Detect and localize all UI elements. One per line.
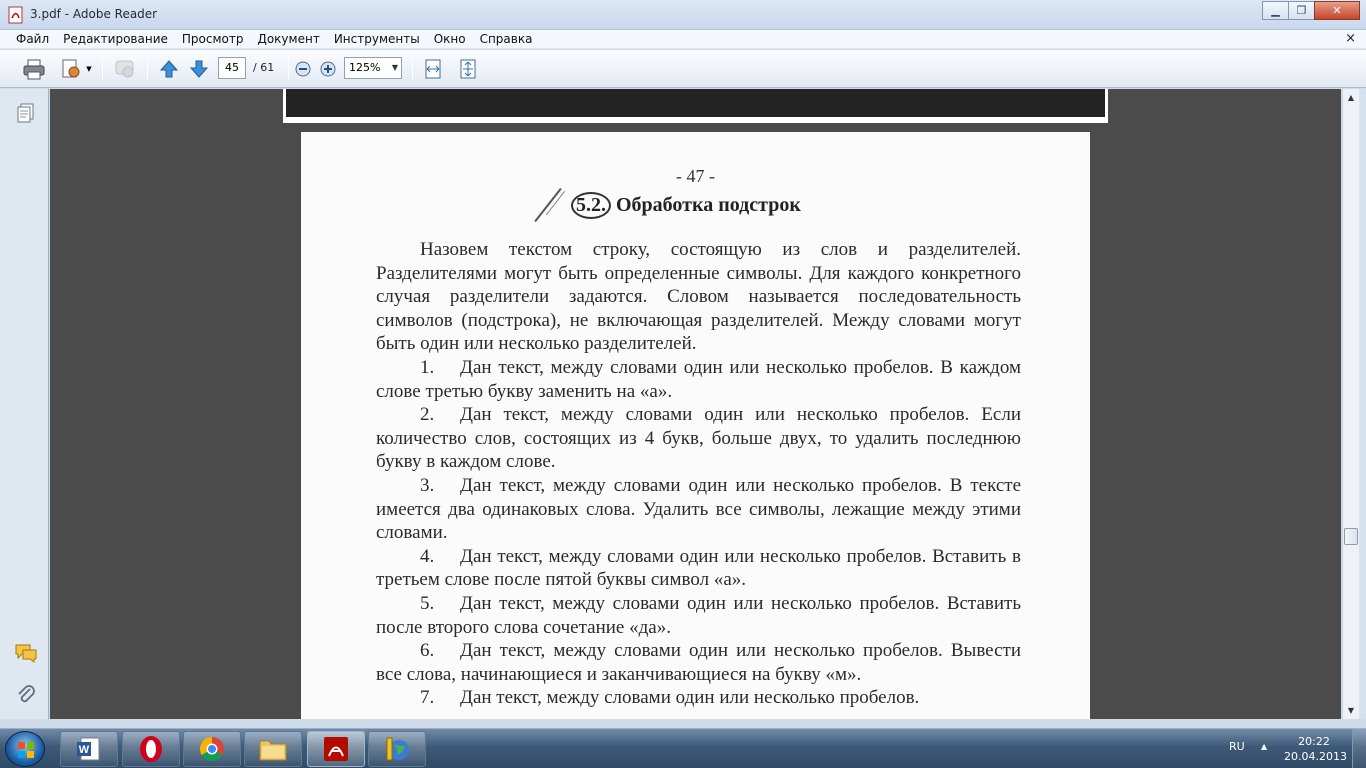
page-number-text: - 47 - — [676, 166, 715, 186]
comment-icon — [113, 58, 137, 80]
share-button[interactable] — [58, 57, 94, 81]
fit-page-button[interactable] — [456, 57, 480, 81]
item-text: Дан текст, между словами один или несколько пробелов. Вывести все слова, начинающиеся и заканчивающиеся на букву «м». — [376, 640, 1021, 685]
list-item — [376, 403, 1021, 474]
zoom-in-icon — [320, 61, 336, 77]
scroll-up-button[interactable] — [1343, 89, 1359, 106]
chrome-icon — [198, 735, 226, 763]
adobe-reader-icon — [322, 735, 350, 763]
previous-page-button[interactable] — [157, 57, 181, 81]
attachment-icon[interactable] — [14, 683, 38, 707]
window-title-bar[interactable] — [0, 0, 1366, 30]
word-icon — [75, 736, 103, 762]
explorer-icon — [258, 735, 288, 763]
restore-icon: ❐ — [1296, 4, 1307, 17]
pdf-page — [301, 132, 1090, 719]
zoom-in-button[interactable] — [318, 57, 338, 81]
document-close-button[interactable]: × — [1345, 31, 1356, 46]
list-item — [376, 356, 1021, 403]
show-hidden-icons-icon[interactable]: ▲ — [1261, 742, 1268, 751]
item-text: Дан текст, между словами один или несколько пробелов. В каждом слове третью букву заменить на «а». — [376, 356, 1021, 402]
item-number: 3. — [420, 474, 435, 496]
zoom-out-icon — [295, 61, 311, 77]
item-number: 4. — [420, 545, 435, 567]
chevron-down-icon: ▼ — [391, 63, 398, 72]
list-item — [376, 592, 1021, 639]
section-title: Обработка подстрок — [616, 194, 801, 216]
arrow-down-icon: ▼ — [1347, 706, 1355, 715]
show-desktop-button[interactable] — [1352, 729, 1366, 768]
toolbar-separator — [147, 58, 148, 80]
section-heading — [571, 192, 801, 219]
chevron-down-icon: ▼ — [86, 65, 92, 73]
zoom-out-button[interactable] — [293, 57, 313, 81]
page-number-input[interactable]: 45 — [218, 57, 246, 79]
fit-width-button[interactable] — [421, 57, 445, 81]
document-view[interactable] — [50, 89, 1341, 719]
zoom-level-select[interactable] — [344, 57, 402, 79]
maximize-button[interactable] — [1288, 1, 1315, 20]
toolbar-separator — [102, 58, 103, 80]
list-item — [376, 474, 1021, 545]
menu-file[interactable]: Файл — [16, 32, 50, 46]
intro-paragraph: Назовем текстом строку, состоящую из слов и разделителей. Разделителями могут быть определенные символы. Для каждого конкретного случая разделители задаются. Словом называется последовательность символов (подстрока), не включающая разделителей. Между словами могут быть один или несколько разделителей. — [376, 239, 1021, 355]
pdf-file-icon — [8, 6, 24, 24]
item-number: 1. — [420, 356, 435, 378]
previous-page-fragment — [283, 89, 1108, 123]
pages-icon[interactable] — [14, 101, 38, 125]
pen-mark — [534, 188, 561, 222]
menu-document[interactable]: Документ — [257, 32, 320, 46]
print-button[interactable] — [20, 57, 48, 81]
menu-help[interactable]: Справка — [479, 32, 533, 46]
menu-bar — [0, 30, 1366, 49]
start-button[interactable] — [5, 731, 45, 767]
item-text: Дан текст, между словами один или несколько пробелов. Вставить в третьем слове после пятой буквы символ «а». — [376, 545, 1021, 591]
menu-view[interactable]: Просмотр — [181, 32, 244, 46]
item-text: Дан текст, между словами один или несколько пробелов. Если количество слов, состоящих из 4 букв, больше двух, то удалить последнюю букву в каждом слове. — [376, 404, 1021, 473]
taskbar-word[interactable] — [60, 731, 118, 767]
menu-tools[interactable]: Инструменты — [333, 32, 420, 46]
next-page-button[interactable] — [187, 57, 211, 81]
arrow-up-icon: ▲ — [1347, 93, 1355, 102]
comment-tool-button[interactable] — [111, 57, 139, 81]
taskbar-opera[interactable] — [122, 731, 180, 767]
item-number: 7. — [420, 687, 435, 709]
item-text: Дан текст, между словами один или несколько пробелов. В тексте имеется два одинаковых слова. Удалить все символы, лежащие между этими словами. — [376, 474, 1021, 544]
item-text: Дан текст, между словами один или несколько пробелов. — [460, 687, 920, 709]
item-number: 5. — [420, 592, 435, 614]
close-button[interactable] — [1314, 1, 1360, 20]
fit-page-icon — [458, 58, 478, 80]
taskbar-adobe-reader[interactable] — [307, 731, 365, 767]
clock-date: 20.04.2013 — [1284, 750, 1347, 763]
toolbar-separator — [288, 58, 289, 80]
item-number: 6. — [420, 640, 435, 662]
taskbar-explorer[interactable] — [244, 731, 302, 767]
taskbar — [0, 728, 1366, 768]
section-number: 5.2. — [571, 192, 611, 219]
window-border — [1359, 89, 1366, 719]
taskbar-globe-app[interactable] — [368, 731, 426, 767]
close-icon: ✕ — [1332, 4, 1342, 17]
globe-app-icon — [383, 735, 411, 763]
window-title: 3.pdf - Adobe Reader — [30, 7, 158, 21]
item-number: 2. — [420, 404, 435, 426]
item-text: Дан текст, между словами один или несколько пробелов. Вставить после второго слова сочетание «да». — [376, 592, 1021, 638]
vertical-scrollbar[interactable] — [1342, 89, 1359, 719]
minimize-icon: ▁ — [1271, 4, 1280, 17]
page-total-label: / 61 — [253, 61, 275, 74]
print-icon — [22, 58, 46, 80]
arrow-up-icon — [159, 59, 179, 79]
document-share-icon — [60, 58, 84, 80]
list-item — [376, 545, 1021, 592]
list-item — [376, 639, 1021, 686]
svg-text:W: W — [78, 744, 90, 756]
toolbar — [0, 50, 1366, 88]
menu-window[interactable]: Окно — [433, 32, 466, 46]
menu-edit[interactable]: Редактирование — [63, 32, 168, 46]
language-indicator[interactable]: RU — [1229, 740, 1245, 753]
clock-time: 20:22 — [1298, 735, 1330, 748]
windows-logo-icon — [18, 742, 34, 758]
taskbar-chrome[interactable] — [183, 731, 241, 767]
scrollbar-thumb[interactable] — [1344, 528, 1358, 545]
minimize-button[interactable] — [1262, 1, 1289, 20]
opera-icon — [137, 735, 165, 763]
navigation-panel — [0, 89, 49, 719]
system-clock[interactable] — [1284, 734, 1347, 764]
arrow-down-icon — [189, 59, 209, 79]
toolbar-separator — [412, 58, 413, 80]
list-item — [376, 686, 1021, 710]
scroll-down-button[interactable] — [1343, 702, 1359, 719]
comments-icon[interactable] — [14, 641, 38, 665]
page-body — [376, 238, 1021, 710]
zoom-level-value: 125% — [349, 61, 381, 74]
fit-width-icon — [423, 58, 443, 80]
